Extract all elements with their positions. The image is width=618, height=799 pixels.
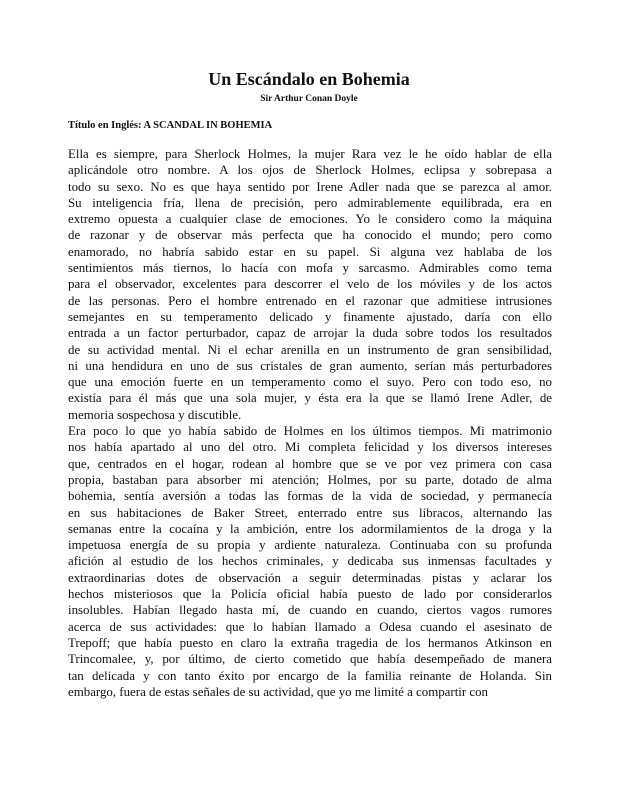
text-line: semejantes en su temperamento delicado y finamente ajustado, daría con ello [68,309,552,324]
text-line: Ella es siempre, para Sherlock Holmes, la mujer Rara vez le he oído hablar de ella [68,147,552,161]
text-line: memoria sospechosa y discutible. [68,407,242,422]
text-line: para el observador, excelentes para descorrer el velo de los móviles y de los actos [68,277,552,292]
text-line: que una emoción fuerte en un temperamento como el suyo. Pero con todo eso, no [68,375,552,390]
text-line: aplicándole otro nombre. A los ojos de Sherlock Holmes, eclipsa y sobrepasa a [68,163,552,178]
text-line: afición al estudio de los hechos criminales, y dedicaba sus inmensas facultades y [68,554,552,569]
text-line: sentimientos más tiernos, lo hacía con mofa y sarcasmo. Admirables como tema [68,261,552,276]
text-line: enamorado, no habría sabido estar en su papel. Si alguna vez hablaba de los [68,244,552,259]
text-line: bohemia, sentía aversión a todas las formas de la vida de sociedad, y permanecía [68,489,552,504]
text-line: en sus habitaciones de Baker Street, enterrado entre sus libracos, alternando las [68,505,552,520]
text-line: entrada a un factor perturbador, capaz de arrojar la duda sobre todos los resultados [68,326,552,341]
text-line: ni una hendidura en uno de sus cristales de gran aumento, serían más perturbadores [68,358,552,373]
text-line: que, centrados en el hogar, rodean al hombre que se ve por vez primera con casa [68,456,552,471]
text-line: nos había apartado al uno del otro. Mi completa felicidad y los diversos intereses [68,440,552,455]
body-text [68,146,552,700]
text-line: existía para él más que una sola mujer, y ésta era la que se llamó Irene Adler, de [68,391,552,406]
text-line: de razonar y de observar más perfecta que ha conocido el mundo; pero como [68,228,552,243]
text-line: semanas entre la cocaína y la ambición, entre los adormilamientos de la droga y la [68,521,552,536]
text-line: Trepoff; que había puesto en claro la extraña tragedia de los hermanos Atkinson en [68,635,552,650]
text-line: Trincomalee, y, por último, de cierto cometido que había desempeñado de manera [68,652,552,667]
text-line: insolubles. Habían llegado hasta mí, de cuando en cuando, ciertos vagos rumores [68,603,552,618]
text-line: Su inteligencia fría, llena de precisión, pero admirablemente equilibrada, era en [68,195,552,210]
text-line: extraordinarias dotes de observación a seguir determinadas pistas y aclarar los [68,570,552,585]
text-line: extremo opuesta a cualquier clase de emociones. Yo le considero como la máquina [68,212,552,227]
text-line: tan delicada y con tanto éxito por encargo de la familia reinante de Holanda. Sin [68,668,552,683]
text-line: de las personas. Pero el hombre entrenado en el razonar que admitiese intrusiones [68,293,552,308]
text-line: hechos misteriosos que la Policía oficial había puesto de lado por considerarlos [68,587,552,602]
text-line: embargo, fuera de estas señales de su actividad, que yo me limité a compartir con [68,684,488,699]
text-line: de su actividad mental. Ni el echar arenilla en un instrumento de gran sensibilidad, [68,342,552,357]
author-byline: Sir Arthur Conan Doyle [260,94,358,104]
text-line: propia, bastaban para absorber mi atención; Holmes, por su parte, dotado de alma [68,472,552,487]
original-title-line: Título en Inglés: A SCANDAL IN BOHEMIA [68,120,273,131]
page-title: Un Escándalo en Bohemia [208,69,410,89]
text-line: Era poco lo que yo había sabido de Holmes en los últimos tiempos. Mi matrimonio [68,424,552,439]
text-line: todo su sexo. No es que haya sentido por Irene Adler nada que se parezca al amor. [68,179,552,194]
text-line: impetuosa energía de su propia y ardiente naturaleza. Continuaba con su profunda [68,538,552,553]
text-line: acerca de sus actividades: que lo habían llamado a Odesa cuando el asesinato de [68,619,552,634]
